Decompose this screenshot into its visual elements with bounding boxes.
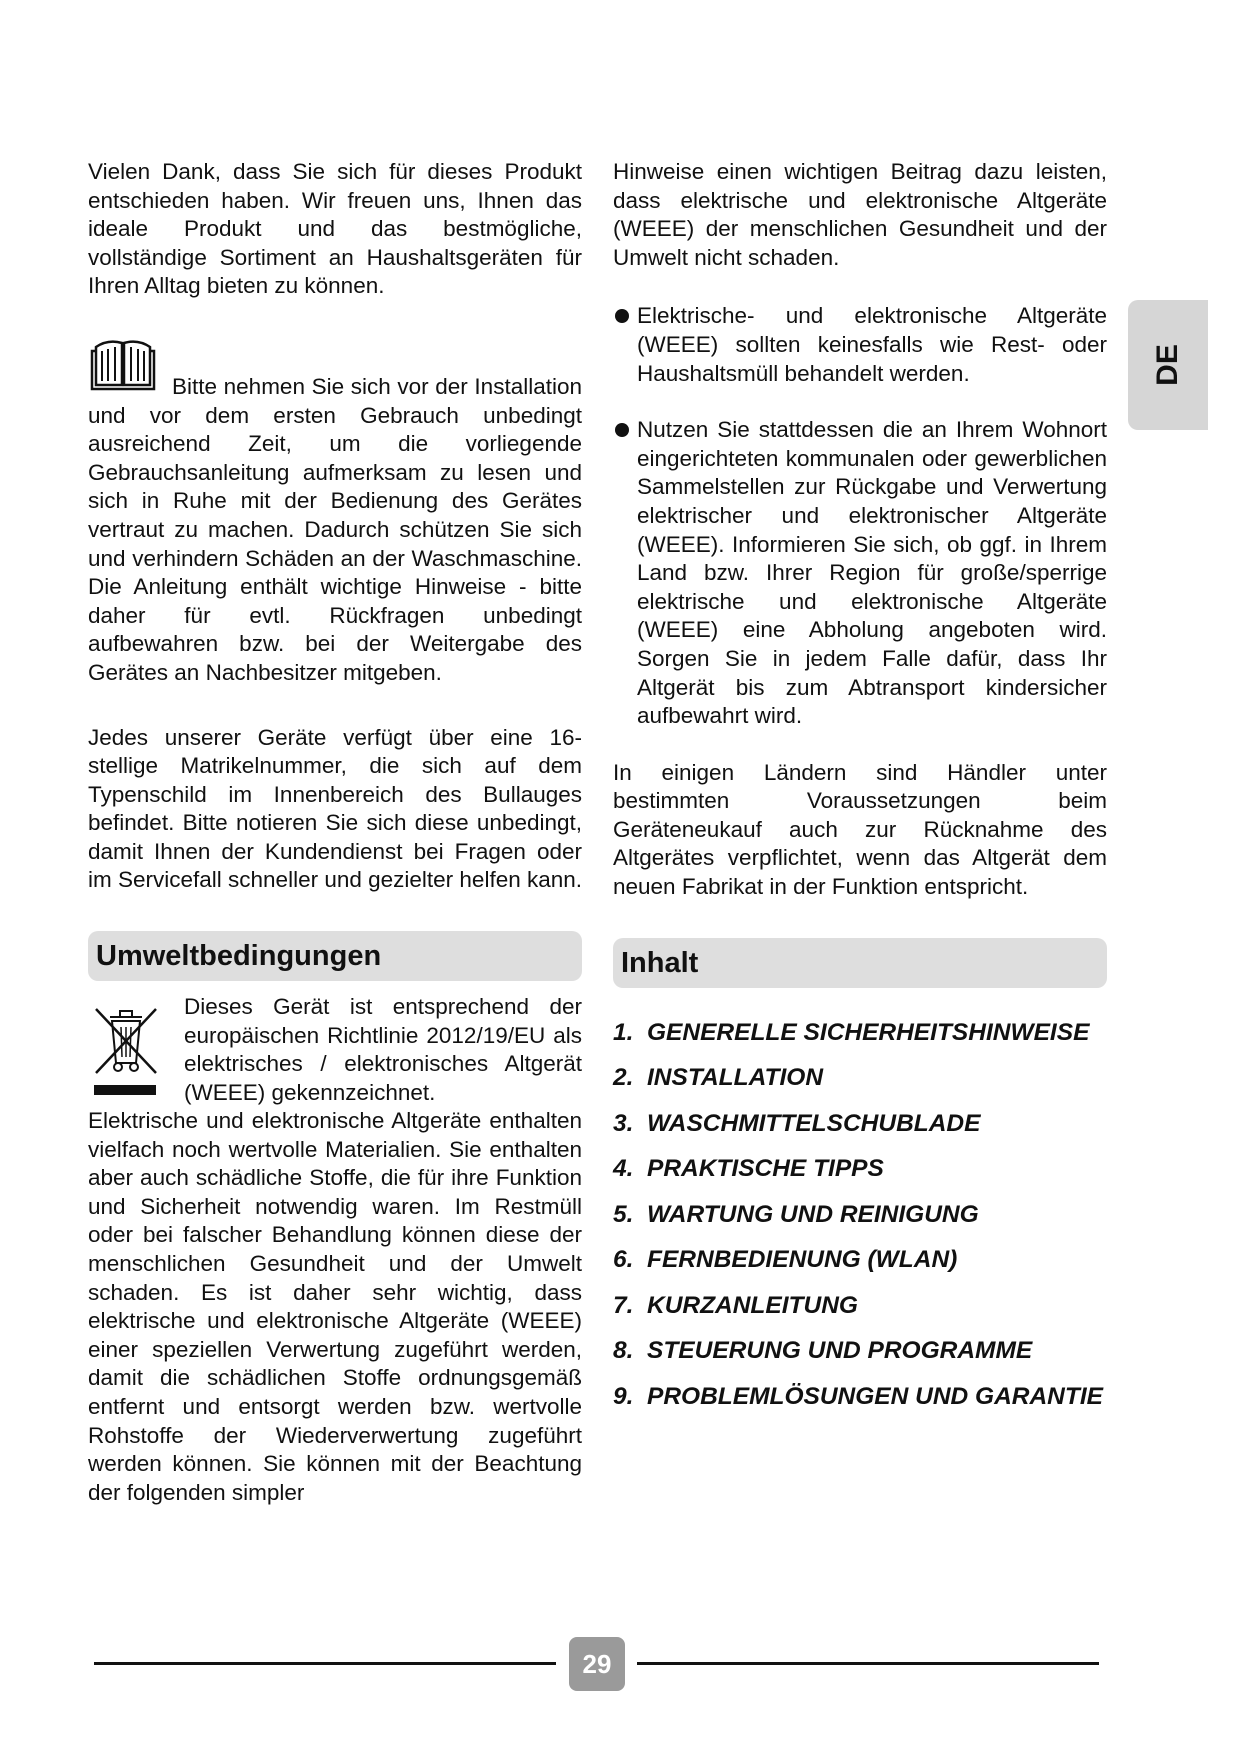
list-item: Nutzen Sie stattdessen die an Ihrem Wohnort eingerichteten kommunalen oder gewerblichen Sammelstellen zur Rückgabe und Verwertung elektrischer und elektronischer Altgeräte (WEEE). Informieren Sie sich, ob ggf. in Ihrem Land bzw. Ihrer Region für große/sperrige elektrische und elektronische Altgeräte (WEEE) eine Abholung angeboten wird. Sorgen Sie in jedem Falle dafür, dass Ihr Altgerät bis zum Abtransport kindersicher aufbewahrt wird. [613, 416, 1107, 731]
toc-item[interactable]: 6. FERNBEDIENUNG (WLAN) [613, 1246, 958, 1274]
weee-marking-paragraph: Dieses Gerät ist entsprechend der europäischen Richtlinie 2012/19/EU als elektrisches / elektronisches Altgerät (WEEE) gekennzeichnet. [184, 994, 582, 1105]
toc-item[interactable]: 7. KURZANLEITUNG [613, 1291, 858, 1319]
toc-item[interactable]: 5. WARTUNG UND REINIGUNG [613, 1200, 979, 1228]
toc-item[interactable]: 3. WASCHMITTELSCHUBLADE [613, 1109, 981, 1137]
intro-paragraph: Vielen Dank, dass Sie sich für dieses Produkt entschieden haben. Wir freuen uns, Ihnen das ideale Produkt und das bestmögliche, vollständige Sortiment an Haushaltsgeräten für Ihren Alltag bieten zu können. [88, 159, 582, 299]
weee-bullet-list [613, 302, 1107, 730]
bullet-dot-icon [615, 423, 629, 437]
language-tab [1128, 300, 1208, 430]
page-number: 29 [569, 1637, 625, 1691]
bullet-dot-icon [615, 309, 629, 323]
serial-number-paragraph: Jedes unserer Geräte verfügt über eine 16-stellige Matrikelnummer, die sich auf dem Typenschild im Innenbereich des Bullauges befindet. Bitte notieren Sie sich diese unbedingt, damit Ihnen der Kundendienst bei Fragen oder im Servicefall schneller und gezielter helfen kann. [88, 724, 583, 893]
environment-heading: Umweltbedingungen [88, 931, 582, 981]
open-book-icon [88, 337, 158, 393]
manual-note-block [88, 337, 582, 688]
toc-item[interactable]: 9. PROBLEMLÖSUNGEN UND GARANTIE [613, 1382, 1103, 1410]
weee-info-paragraph: Elektrische und elektronische Altgeräte enthalten vielfach noch wertvolle Materialien. Sie enthalten aber auch schädliche Stoffe, die für ihre Funktion und Sicherheit notwendig waren. Im Restmüll oder bei falscher Behandlung können diese der menschlichen Gesundheit und der Umwelt schaden. Es ist daher sehr wichtig, dass elektrische und elektronische Altgeräte (WEEE) einer speziellen Verwertung zugeführt werden, damit die schädlichen Stoffe ordnungsgemäß entfernt und entsorgt werden bzw. wertvolle Rohstoffe der Wiederverwertung zugeführt werden können. Sie können mit der Beachtung der folgenden simpler [88, 1108, 582, 1505]
list-item: Elektrische- und elektronische Altgeräte (WEEE) sollten keinesfalls wie Rest- oder Haushaltsmüll behandelt werden. [613, 302, 1107, 388]
toc-item[interactable]: 2. INSTALLATION [613, 1064, 824, 1092]
language-tab-label: DE [1151, 344, 1184, 386]
footer-rule-left [94, 1662, 556, 1665]
left-column [88, 158, 582, 1507]
retailer-note-paragraph: In einigen Ländern sind Händler unter bestimmten Voraussetzungen beim Geräteneukauf auch zur Rücknahme des Altgerätes verpflichtet, wenn das Altgerät dem neuen Fabrikat in der Funktion entspricht. [613, 759, 1107, 900]
continuation-paragraph: Hinweise einen wichtigen Beitrag dazu leisten, dass elektrische und elektronische Altgeräte (WEEE) der menschlichen Gesundheit und der Umwelt nicht schaden. [613, 159, 1107, 270]
toc-item[interactable]: 4. PRAKTISCHE TIPPS [613, 1155, 884, 1183]
manual-note-paragraph: Bitte nehmen Sie sich vor der Installation und vor dem ersten Gebrauch unbedingt ausreichend Zeit, um die vorliegende Gebrauchsanleitung aufmerksam zu lesen und sich in Ruhe mit der Bedienung des Gerätes vertraut zu machen. Dadurch schützen Sie sich und verhindern Schäden an der Waschmaschine. Die Anleitung enthält wichtige Hinweise - bitte daher für evtl. Rückfragen unbedingt aufbewahren bzw. bei der Weitergabe des Gerätes an Nachbesitzer mitgeben. [88, 373, 582, 685]
toc-item[interactable]: 8. STEUERUNG UND PROGRAMME [613, 1337, 1033, 1365]
footer-rule-right [637, 1662, 1099, 1665]
toc-heading: Inhalt [613, 938, 1107, 988]
right-column [613, 158, 1107, 1419]
weee-marking-block [88, 993, 582, 1107]
toc-item[interactable]: 1. GENERELLE SICHERHEITSHINWEISE [613, 1018, 1090, 1046]
crossed-out-bin-icon [88, 1001, 164, 1101]
table-of-contents [613, 1010, 1107, 1420]
